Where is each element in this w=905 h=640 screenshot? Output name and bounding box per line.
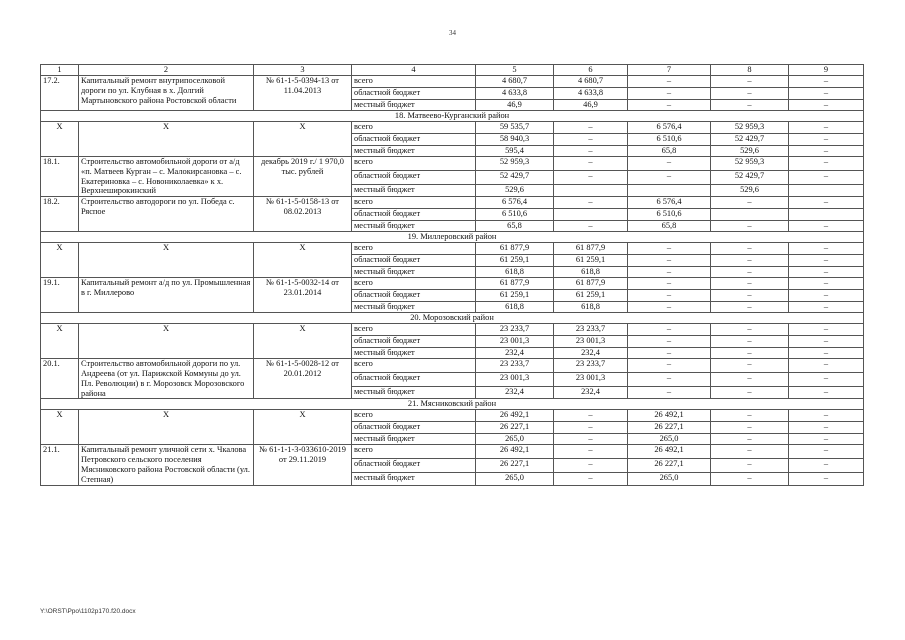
budget-value: – [789, 88, 864, 100]
budget-value: – [789, 324, 864, 336]
budget-value: 23 233,7 [554, 359, 628, 373]
budget-value: – [711, 386, 789, 399]
budget-value: 265,0 [628, 434, 711, 445]
item-name: Х [79, 122, 254, 157]
budget-value: 6 510,6 [476, 209, 554, 221]
funding-source-label: местный бюджет [352, 146, 476, 157]
budget-value: 26 492,1 [476, 410, 554, 422]
budget-value: 26 227,1 [628, 459, 711, 473]
budget-value: – [789, 410, 864, 422]
item-name: Х [79, 243, 254, 278]
column-number: 1 [41, 65, 79, 76]
district-section-row [41, 313, 864, 324]
budget-value: – [554, 134, 628, 146]
funding-source-label: местный бюджет [352, 386, 476, 399]
budget-value: 65,8 [628, 146, 711, 157]
budget-value: – [711, 302, 789, 313]
item-document: № 61-1-1-3-033610-2019 от 29.11.2019 [254, 445, 352, 485]
budget-value: 26 227,1 [476, 422, 554, 434]
budget-value: – [554, 221, 628, 232]
budget-row [41, 324, 864, 336]
budget-value: – [789, 302, 864, 313]
funding-source-label: областной бюджет [352, 134, 476, 146]
item-document: № 61-1-5-0158-13 от 08.02.2013 [254, 197, 352, 232]
budget-row [41, 410, 864, 422]
budget-value: – [711, 336, 789, 348]
budget-value [554, 209, 628, 221]
budget-value: 52 959,3 [476, 157, 554, 171]
budget-value: – [554, 122, 628, 134]
budget-value: 529,6 [711, 184, 789, 197]
budget-value: – [711, 324, 789, 336]
item-number: 20.1. [41, 359, 79, 399]
budget-value: – [711, 472, 789, 485]
district-section-row [41, 232, 864, 243]
column-number: 3 [254, 65, 352, 76]
budget-value: 46,9 [476, 100, 554, 111]
budget-value: – [628, 157, 711, 171]
budget-value: – [554, 459, 628, 473]
budget-value: – [789, 348, 864, 359]
column-number-row [41, 65, 864, 76]
budget-value: 232,4 [554, 386, 628, 399]
budget-value: – [628, 267, 711, 278]
item-name: Строительство автодороги по ул. Победа с. Ряспое [79, 197, 254, 232]
budget-value: – [789, 221, 864, 232]
budget-value: – [711, 255, 789, 267]
budget-value: – [789, 122, 864, 134]
budget-row [41, 359, 864, 373]
column-number: 5 [476, 65, 554, 76]
item-name: Строительство автомобильной дороги по ул. Андреева (от ул. Парижской Коммуны до ул. Пл. Революции) в г. Морозовск Морозовского района [79, 359, 254, 399]
page-number: 34 [449, 29, 456, 37]
budget-table [40, 64, 864, 486]
budget-value: – [554, 434, 628, 445]
budget-value [628, 184, 711, 197]
budget-value: – [711, 459, 789, 473]
budget-value: 23 233,7 [476, 324, 554, 336]
budget-row [41, 76, 864, 88]
budget-value: 26 227,1 [628, 422, 711, 434]
column-number: 7 [628, 65, 711, 76]
funding-source-label: областной бюджет [352, 88, 476, 100]
table-body [41, 65, 864, 486]
budget-value: 232,4 [476, 386, 554, 399]
budget-value: 58 940,3 [476, 134, 554, 146]
budget-value: – [628, 290, 711, 302]
budget-value: 23 233,7 [476, 359, 554, 373]
item-number: 21.1. [41, 445, 79, 485]
item-document: Х [254, 410, 352, 445]
budget-value [789, 184, 864, 197]
budget-value: – [789, 336, 864, 348]
budget-value: 529,6 [711, 146, 789, 157]
budget-value: 61 877,9 [554, 243, 628, 255]
item-number: 17.2. [41, 76, 79, 111]
budget-value: 23 001,3 [476, 372, 554, 386]
budget-value: – [628, 76, 711, 88]
column-number: 8 [711, 65, 789, 76]
budget-value: – [711, 445, 789, 459]
budget-value: 4 680,7 [476, 76, 554, 88]
column-number: 9 [789, 65, 864, 76]
budget-value: 23 001,3 [476, 336, 554, 348]
item-name: Х [79, 410, 254, 445]
funding-source-label: местный бюджет [352, 472, 476, 485]
funding-source-label: областной бюджет [352, 209, 476, 221]
budget-value: – [628, 278, 711, 290]
item-document: декабрь 2019 г./ 1 970,0 тыс. рублей [254, 157, 352, 197]
budget-value: 61 259,1 [476, 290, 554, 302]
funding-source-label: местный бюджет [352, 100, 476, 111]
budget-value: – [711, 243, 789, 255]
budget-value: – [789, 372, 864, 386]
budget-value: – [789, 76, 864, 88]
funding-source-label: областной бюджет [352, 170, 476, 184]
budget-value: 618,8 [476, 302, 554, 313]
item-name: Строительство автомобильной дороги от а/д «п. Матвеев Курган – с. Малокирсановка – с. Екатериновка – с. Новониколаевка» к х. Верхнеширокинский [79, 157, 254, 197]
district-section-title: 21. Мясниковский район [41, 399, 864, 410]
budget-value: 61 259,1 [554, 255, 628, 267]
budget-value: – [789, 290, 864, 302]
budget-value: – [789, 197, 864, 209]
budget-value: – [789, 170, 864, 184]
budget-value: – [711, 100, 789, 111]
budget-value: 52 429,7 [711, 170, 789, 184]
budget-value: 6 576,4 [628, 122, 711, 134]
funding-source-label: областной бюджет [352, 372, 476, 386]
budget-row [41, 243, 864, 255]
funding-source-label: всего [352, 197, 476, 209]
budget-value: 26 492,1 [628, 445, 711, 459]
budget-row [41, 157, 864, 171]
item-name: Х [79, 324, 254, 359]
budget-value: 23 233,7 [554, 324, 628, 336]
item-number: Х [41, 324, 79, 359]
file-path-footer: Y:\ORST\Ppo\1102p170.f20.docx [40, 608, 136, 615]
budget-value: – [628, 100, 711, 111]
budget-value: 4 633,8 [476, 88, 554, 100]
funding-source-label: местный бюджет [352, 348, 476, 359]
budget-value: – [789, 157, 864, 171]
item-number: 18.2. [41, 197, 79, 232]
budget-value: – [711, 410, 789, 422]
district-section-title: 18. Матвеево-Курганский район [41, 111, 864, 122]
budget-value: – [711, 267, 789, 278]
budget-value: 61 259,1 [476, 255, 554, 267]
budget-value: 52 429,7 [476, 170, 554, 184]
funding-source-label: областной бюджет [352, 336, 476, 348]
budget-value: – [554, 157, 628, 171]
funding-source-label: местный бюджет [352, 184, 476, 197]
budget-value: – [789, 445, 864, 459]
budget-value [711, 209, 789, 221]
funding-source-label: всего [352, 324, 476, 336]
budget-value: – [789, 386, 864, 399]
item-name: Капитальный ремонт уличной сети х. Чкалова Петровского сельского поселения Мясниковского района Ростовской области (ул. Степная) [79, 445, 254, 485]
budget-value: – [628, 243, 711, 255]
budget-value: 26 492,1 [628, 410, 711, 422]
budget-value: – [554, 170, 628, 184]
item-number: 18.1. [41, 157, 79, 197]
budget-value: – [789, 267, 864, 278]
budget-value: 265,0 [628, 472, 711, 485]
budget-value: 46,9 [554, 100, 628, 111]
funding-source-label: областной бюджет [352, 459, 476, 473]
budget-value: – [628, 359, 711, 373]
budget-value: – [711, 422, 789, 434]
funding-source-label: всего [352, 243, 476, 255]
funding-source-label: всего [352, 410, 476, 422]
budget-value: – [554, 445, 628, 459]
item-number: Х [41, 243, 79, 278]
budget-value: 232,4 [554, 348, 628, 359]
district-section-title: 19. Миллеровский район [41, 232, 864, 243]
item-document: Х [254, 324, 352, 359]
budget-value: 6 510,6 [628, 209, 711, 221]
budget-value: – [789, 472, 864, 485]
budget-value: 61 877,9 [476, 278, 554, 290]
budget-value: 618,8 [554, 267, 628, 278]
budget-value: 52 429,7 [711, 134, 789, 146]
budget-value: – [711, 88, 789, 100]
budget-value: 65,8 [476, 221, 554, 232]
budget-value: 65,8 [628, 221, 711, 232]
budget-value [554, 184, 628, 197]
budget-value: – [628, 348, 711, 359]
budget-value: – [711, 290, 789, 302]
column-number: 4 [352, 65, 476, 76]
budget-value: – [554, 422, 628, 434]
district-section-row [41, 399, 864, 410]
item-number: Х [41, 122, 79, 157]
budget-value: 61 877,9 [476, 243, 554, 255]
funding-source-label: всего [352, 445, 476, 459]
budget-value: – [711, 372, 789, 386]
budget-value: 52 959,3 [711, 157, 789, 171]
budget-value: 26 492,1 [476, 445, 554, 459]
budget-value: – [554, 410, 628, 422]
budget-value: – [711, 359, 789, 373]
funding-source-label: всего [352, 122, 476, 134]
budget-value: – [554, 146, 628, 157]
budget-value: – [789, 255, 864, 267]
budget-value: 6 510,6 [628, 134, 711, 146]
district-section-title: 20. Морозовский район [41, 313, 864, 324]
budget-value: 595,4 [476, 146, 554, 157]
funding-source-label: всего [352, 157, 476, 171]
budget-row [41, 278, 864, 290]
budget-value: – [711, 348, 789, 359]
funding-source-label: областной бюджет [352, 255, 476, 267]
budget-value: 4 680,7 [554, 76, 628, 88]
budget-value: 61 877,9 [554, 278, 628, 290]
item-name: Капитальный ремонт внутрипоселковой дороги по ул. Клубная в х. Долгий Мартыновского района Ростовской области [79, 76, 254, 111]
budget-value: – [711, 434, 789, 445]
budget-value: 6 576,4 [476, 197, 554, 209]
item-document: № 61-1-5-0394-13 от 11.04.2013 [254, 76, 352, 111]
column-number: 6 [554, 65, 628, 76]
budget-value: – [789, 134, 864, 146]
item-document: № 61-1-5-0032-14 от 23.01.2014 [254, 278, 352, 313]
budget-row [41, 445, 864, 459]
budget-value: – [628, 170, 711, 184]
budget-value: – [789, 459, 864, 473]
budget-value: 265,0 [476, 472, 554, 485]
budget-value: – [628, 302, 711, 313]
funding-source-label: местный бюджет [352, 221, 476, 232]
budget-value: 23 001,3 [554, 372, 628, 386]
budget-value: 618,8 [476, 267, 554, 278]
budget-value: 59 535,7 [476, 122, 554, 134]
item-number: Х [41, 410, 79, 445]
budget-value: – [789, 434, 864, 445]
budget-row [41, 122, 864, 134]
budget-row [41, 197, 864, 209]
funding-source-label: областной бюджет [352, 290, 476, 302]
budget-value: – [789, 359, 864, 373]
budget-value: – [628, 336, 711, 348]
budget-value [789, 209, 864, 221]
budget-value: – [711, 278, 789, 290]
funding-source-label: областной бюджет [352, 422, 476, 434]
budget-value: – [789, 243, 864, 255]
funding-source-label: всего [352, 76, 476, 88]
budget-value: 23 001,3 [554, 336, 628, 348]
item-document: Х [254, 122, 352, 157]
funding-source-label: местный бюджет [352, 302, 476, 313]
budget-value: – [789, 100, 864, 111]
budget-value: – [628, 372, 711, 386]
budget-value: – [554, 472, 628, 485]
budget-value: 529,6 [476, 184, 554, 197]
column-number: 2 [79, 65, 254, 76]
budget-value: – [711, 221, 789, 232]
budget-value: – [789, 278, 864, 290]
budget-value: – [789, 146, 864, 157]
budget-value: – [711, 197, 789, 209]
item-number: 19.1. [41, 278, 79, 313]
budget-value: 4 633,8 [554, 88, 628, 100]
budget-value: – [711, 76, 789, 88]
budget-value: – [628, 255, 711, 267]
budget-value: 265,0 [476, 434, 554, 445]
funding-source-label: всего [352, 278, 476, 290]
budget-value: – [554, 197, 628, 209]
funding-source-label: местный бюджет [352, 434, 476, 445]
budget-value: 52 959,3 [711, 122, 789, 134]
funding-source-label: местный бюджет [352, 267, 476, 278]
item-name: Капитальный ремонт а/д по ул. Промышленная в г. Миллерово [79, 278, 254, 313]
budget-value: – [628, 88, 711, 100]
budget-value: – [789, 422, 864, 434]
budget-value: – [628, 386, 711, 399]
item-document: № 61-1-5-0028-12 от 20.01.2012 [254, 359, 352, 399]
budget-value: 618,8 [554, 302, 628, 313]
budget-value: 61 259,1 [554, 290, 628, 302]
budget-value: 26 227,1 [476, 459, 554, 473]
budget-value: – [628, 324, 711, 336]
district-section-row [41, 111, 864, 122]
budget-value: 232,4 [476, 348, 554, 359]
budget-value: 6 576,4 [628, 197, 711, 209]
item-document: Х [254, 243, 352, 278]
funding-source-label: всего [352, 359, 476, 373]
